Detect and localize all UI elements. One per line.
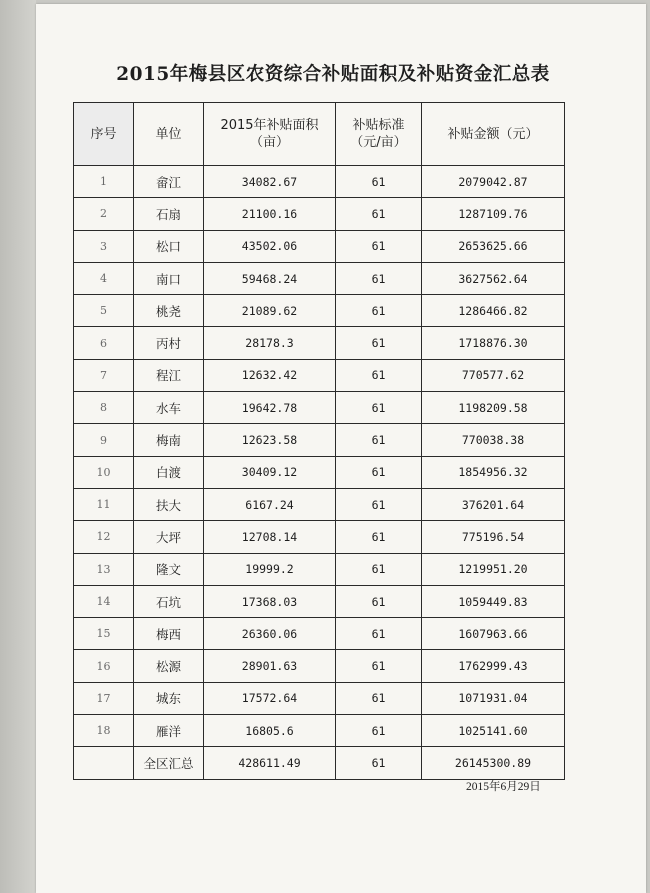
table-row — [74, 198, 565, 230]
cell-seq: 9 — [74, 424, 134, 456]
cell-seq: 13 — [74, 553, 134, 585]
table-row — [74, 715, 565, 747]
header-area-line2: （亩） — [249, 135, 289, 150]
cell-area: 26360.06 — [204, 618, 336, 650]
cell-standard: 61 — [336, 521, 422, 553]
header-amount: 补贴金额（元） — [422, 103, 565, 166]
cell-unit: 梅南 — [134, 424, 204, 456]
table-row — [74, 650, 565, 682]
cell-standard: 61 — [336, 359, 422, 391]
cell-amount-total: 26145300.89 — [422, 747, 565, 779]
header-unit: 单位 — [134, 103, 204, 166]
cell-unit: 梅西 — [134, 618, 204, 650]
cell-seq: 8 — [74, 392, 134, 424]
table-row — [74, 618, 565, 650]
cell-standard: 61 — [336, 230, 422, 262]
table-header-row — [74, 103, 565, 166]
cell-standard: 61 — [336, 262, 422, 294]
scan-edge-shadow — [0, 0, 36, 893]
cell-standard: 61 — [336, 650, 422, 682]
cell-unit: 松源 — [134, 650, 204, 682]
cell-area: 28901.63 — [204, 650, 336, 682]
cell-amount: 376201.64 — [422, 488, 565, 520]
cell-area: 21100.16 — [204, 198, 336, 230]
cell-unit: 城东 — [134, 682, 204, 714]
table-row — [74, 456, 565, 488]
cell-seq: 15 — [74, 618, 134, 650]
cell-seq: 16 — [74, 650, 134, 682]
table-row — [74, 682, 565, 714]
cell-amount: 1607963.66 — [422, 618, 565, 650]
cell-amount: 1025141.60 — [422, 715, 565, 747]
cell-seq: 11 — [74, 488, 134, 520]
table-row — [74, 295, 565, 327]
cell-seq: 2 — [74, 198, 134, 230]
table-total-row — [74, 747, 565, 779]
document-date: 2015年6月29日 — [466, 781, 541, 793]
cell-standard-total: 61 — [336, 747, 422, 779]
cell-unit: 雁洋 — [134, 715, 204, 747]
cell-standard: 61 — [336, 618, 422, 650]
cell-unit-total: 全区汇总 — [134, 747, 204, 779]
cell-amount: 1071931.04 — [422, 682, 565, 714]
cell-standard: 61 — [336, 166, 422, 198]
cell-amount: 1854956.32 — [422, 456, 565, 488]
cell-standard: 61 — [336, 456, 422, 488]
cell-seq — [74, 747, 134, 779]
cell-area: 6167.24 — [204, 488, 336, 520]
header-standard-line1: 补贴标准 — [352, 118, 405, 133]
cell-amount: 1198209.58 — [422, 392, 565, 424]
subsidy-summary-table — [73, 102, 565, 780]
cell-area: 12708.14 — [204, 521, 336, 553]
table-row — [74, 262, 565, 294]
cell-area: 19642.78 — [204, 392, 336, 424]
cell-area: 43502.06 — [204, 230, 336, 262]
cell-seq: 6 — [74, 327, 134, 359]
table-row — [74, 488, 565, 520]
cell-amount: 2653625.66 — [422, 230, 565, 262]
cell-seq: 4 — [74, 262, 134, 294]
table-row — [74, 424, 565, 456]
cell-unit: 水车 — [134, 392, 204, 424]
cell-area: 28178.3 — [204, 327, 336, 359]
cell-amount: 770038.38 — [422, 424, 565, 456]
cell-area: 34082.67 — [204, 166, 336, 198]
table-row — [74, 392, 565, 424]
cell-area: 21089.62 — [204, 295, 336, 327]
cell-amount: 1287109.76 — [422, 198, 565, 230]
cell-unit: 石坑 — [134, 585, 204, 617]
cell-area: 59468.24 — [204, 262, 336, 294]
cell-unit: 石扇 — [134, 198, 204, 230]
cell-amount: 1059449.83 — [422, 585, 565, 617]
cell-seq: 7 — [74, 359, 134, 391]
cell-seq: 12 — [74, 521, 134, 553]
cell-unit: 隆文 — [134, 553, 204, 585]
cell-area: 17572.64 — [204, 682, 336, 714]
cell-amount: 775196.54 — [422, 521, 565, 553]
header-standard-line2: （元/亩） — [350, 135, 407, 150]
header-standard — [336, 103, 422, 166]
cell-amount: 770577.62 — [422, 359, 565, 391]
header-seq: 序号 — [74, 103, 134, 166]
cell-unit: 南口 — [134, 262, 204, 294]
cell-amount: 2079042.87 — [422, 166, 565, 198]
header-area-line1: 2015年补贴面积 — [220, 118, 319, 133]
cell-unit: 扶大 — [134, 488, 204, 520]
cell-standard: 61 — [336, 553, 422, 585]
cell-standard: 61 — [336, 327, 422, 359]
cell-standard: 61 — [336, 392, 422, 424]
table-row — [74, 166, 565, 198]
cell-unit: 丙村 — [134, 327, 204, 359]
cell-amount: 1762999.43 — [422, 650, 565, 682]
cell-seq: 5 — [74, 295, 134, 327]
cell-standard: 61 — [336, 295, 422, 327]
cell-unit: 畲江 — [134, 166, 204, 198]
table-body — [74, 166, 565, 780]
cell-seq: 14 — [74, 585, 134, 617]
cell-standard: 61 — [336, 198, 422, 230]
table-row — [74, 521, 565, 553]
table-row — [74, 359, 565, 391]
table-row — [74, 327, 565, 359]
cell-standard: 61 — [336, 682, 422, 714]
cell-amount: 1219951.20 — [422, 553, 565, 585]
cell-standard: 61 — [336, 715, 422, 747]
cell-seq: 10 — [74, 456, 134, 488]
cell-standard: 61 — [336, 585, 422, 617]
cell-standard: 61 — [336, 488, 422, 520]
cell-area: 12632.42 — [204, 359, 336, 391]
table-row — [74, 230, 565, 262]
table-row — [74, 553, 565, 585]
cell-standard: 61 — [336, 424, 422, 456]
cell-unit: 松口 — [134, 230, 204, 262]
cell-seq: 18 — [74, 715, 134, 747]
cell-unit: 桃尧 — [134, 295, 204, 327]
cell-area: 30409.12 — [204, 456, 336, 488]
cell-area-total: 428611.49 — [204, 747, 336, 779]
cell-area: 17368.03 — [204, 585, 336, 617]
cell-area: 16805.6 — [204, 715, 336, 747]
header-area — [204, 103, 336, 166]
cell-unit: 白渡 — [134, 456, 204, 488]
cell-seq: 17 — [74, 682, 134, 714]
cell-amount: 1286466.82 — [422, 295, 565, 327]
cell-seq: 3 — [74, 230, 134, 262]
cell-amount: 1718876.30 — [422, 327, 565, 359]
cell-area: 12623.58 — [204, 424, 336, 456]
cell-unit: 大坪 — [134, 521, 204, 553]
cell-area: 19999.2 — [204, 553, 336, 585]
cell-amount: 3627562.64 — [422, 262, 565, 294]
table-row — [74, 585, 565, 617]
cell-seq: 1 — [74, 166, 134, 198]
cell-unit: 程江 — [134, 359, 204, 391]
document-title: 2015年梅县区农资综合补贴面积及补贴资金汇总表 — [116, 64, 550, 85]
